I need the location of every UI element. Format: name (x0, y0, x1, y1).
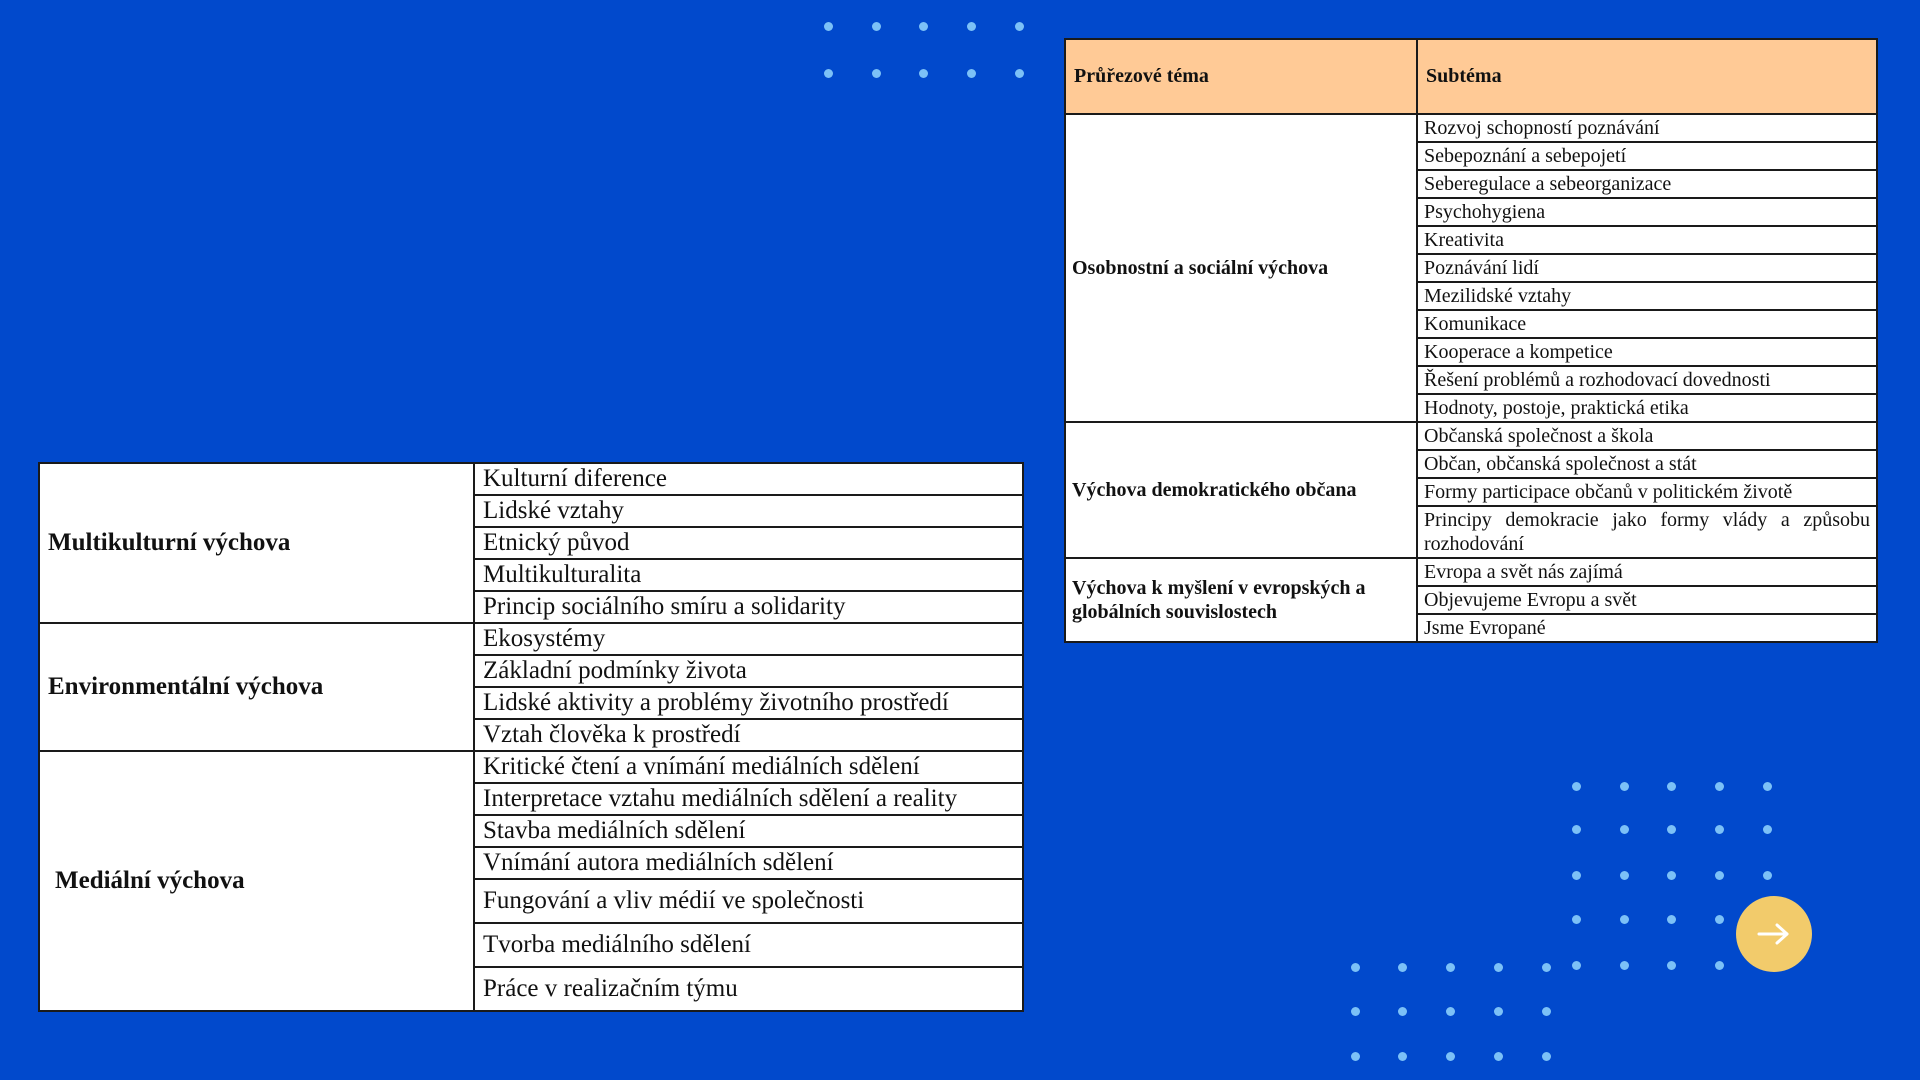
column-header-theme: Průřezové téma (1065, 39, 1417, 114)
subtheme-cell: Evropa a svět nás zajímá (1417, 558, 1877, 586)
decorative-dot (1015, 22, 1024, 31)
column-header-subtheme: Subtéma (1417, 39, 1877, 114)
decorative-dot (1715, 782, 1724, 791)
subtheme-cell: Sebepoznání a sebepojetí (1417, 142, 1877, 170)
decorative-dot (1398, 963, 1407, 972)
subtheme-cell: Interpretace vztahu mediálních sdělení a reality (474, 783, 1023, 815)
decorative-dot (1715, 825, 1724, 834)
decorative-dot (1446, 1007, 1455, 1016)
decorative-dot (1398, 1052, 1407, 1061)
theme-cell: Mediální výchova (39, 751, 474, 1011)
decorative-dot (1446, 963, 1455, 972)
subtheme-cell: Základní podmínky života (474, 655, 1023, 687)
decorative-dot (1398, 1007, 1407, 1016)
theme-cell: Osobnostní a sociální výchova (1065, 114, 1417, 422)
decorative-dot (919, 69, 928, 78)
decorative-dot (1542, 1007, 1551, 1016)
decorative-dot (1620, 961, 1629, 970)
cross-curricular-table-right (1064, 38, 1878, 643)
decorative-dot (1620, 782, 1629, 791)
decorative-dot (1667, 782, 1676, 791)
theme-cell: Výchova k myšlení v evropských a globálních souvislostech (1065, 558, 1417, 642)
decorative-dot (1667, 961, 1676, 970)
decorative-dot (824, 22, 833, 31)
subtheme-cell: Kulturní diference (474, 463, 1023, 495)
decorative-dot (1620, 825, 1629, 834)
decorative-dot (1494, 1007, 1503, 1016)
subtheme-cell: Seberegulace a sebeorganizace (1417, 170, 1877, 198)
decorative-dot (1763, 782, 1772, 791)
decorative-dot (824, 69, 833, 78)
decorative-dot (1620, 871, 1629, 880)
subtheme-cell: Princip sociálního smíru a solidarity (474, 591, 1023, 623)
subtheme-cell: Fungování a vliv médií ve společnosti (474, 879, 1023, 923)
theme-cell: Výchova demokratického občana (1065, 422, 1417, 558)
decorative-dot (1763, 825, 1772, 834)
subtheme-cell: Poznávání lidí (1417, 254, 1877, 282)
subtheme-cell: Lidské aktivity a problémy životního prostředí (474, 687, 1023, 719)
table-row (1065, 422, 1877, 450)
subtheme-cell: Rozvoj schopností poznávání (1417, 114, 1877, 142)
decorative-dot (1351, 963, 1360, 972)
subtheme-cell: Tvorba mediálního sdělení (474, 923, 1023, 967)
table-row (39, 463, 1023, 495)
decorative-dot (1667, 825, 1676, 834)
subtheme-cell: Multikulturalita (474, 559, 1023, 591)
table-row (39, 623, 1023, 655)
decorative-dot (1351, 1052, 1360, 1061)
subtheme-cell: Kreativita (1417, 226, 1877, 254)
decorative-dot (1715, 871, 1724, 880)
decorative-dot (1763, 871, 1772, 880)
decorative-dot (1715, 961, 1724, 970)
subtheme-cell: Kritické čtení a vnímání mediálních sdělení (474, 751, 1023, 783)
decorative-dot (1494, 963, 1503, 972)
theme-cell: Multikulturní výchova (39, 463, 474, 623)
decorative-dot (919, 22, 928, 31)
subtheme-cell: Kooperace a kompetice (1417, 338, 1877, 366)
decorative-dot (1351, 1007, 1360, 1016)
next-slide-button[interactable] (1736, 896, 1812, 972)
table-row (39, 751, 1023, 783)
subtheme-cell: Komunikace (1417, 310, 1877, 338)
subtheme-cell: Řešení problémů a rozhodovací dovednosti (1417, 366, 1877, 394)
table-row (1065, 114, 1877, 142)
subtheme-cell: Objevujeme Evropu a svět (1417, 586, 1877, 614)
cross-curricular-table-left (38, 462, 1024, 1012)
decorative-dot (872, 22, 881, 31)
decorative-dot (1667, 871, 1676, 880)
table-row (1065, 558, 1877, 586)
subtheme-cell: Mezilidské vztahy (1417, 282, 1877, 310)
subtheme-cell: Občanská společnost a škola (1417, 422, 1877, 450)
subtheme-cell: Jsme Evropané (1417, 614, 1877, 642)
subtheme-cell: Vnímání autora mediálních sdělení (474, 847, 1023, 879)
decorative-dot (1620, 915, 1629, 924)
decorative-dot (1494, 1052, 1503, 1061)
decorative-dot (872, 69, 881, 78)
decorative-dot (1446, 1052, 1455, 1061)
decorative-dot (1542, 963, 1551, 972)
subtheme-cell: Ekosystémy (474, 623, 1023, 655)
subtheme-cell: Stavba mediálních sdělení (474, 815, 1023, 847)
decorative-dot (1572, 782, 1581, 791)
subtheme-cell: Hodnoty, postoje, praktická etika (1417, 394, 1877, 422)
subtheme-cell: Lidské vztahy (474, 495, 1023, 527)
arrow-right-icon (1757, 923, 1791, 945)
decorative-dot (1015, 69, 1024, 78)
decorative-dot (1572, 871, 1581, 880)
subtheme-cell: Občan, občanská společnost a stát (1417, 450, 1877, 478)
decorative-dot (967, 69, 976, 78)
subtheme-cell: Psychohygiena (1417, 198, 1877, 226)
decorative-dot (1667, 915, 1676, 924)
subtheme-cell: Principy demokracie jako formy vlády a způsobu rozhodování (1417, 506, 1877, 558)
subtheme-cell: Etnický původ (474, 527, 1023, 559)
subtheme-cell: Vztah člověka k prostředí (474, 719, 1023, 751)
subtheme-cell: Práce v realizačním týmu (474, 967, 1023, 1011)
subtheme-cell: Formy participace občanů v politickém životě (1417, 478, 1877, 506)
decorative-dot (1542, 1052, 1551, 1061)
decorative-dot (1572, 825, 1581, 834)
decorative-dot (1572, 915, 1581, 924)
table-header-row (1065, 39, 1877, 114)
theme-cell: Environmentální výchova (39, 623, 474, 751)
decorative-dot (1572, 961, 1581, 970)
decorative-dot (1715, 915, 1724, 924)
decorative-dot (967, 22, 976, 31)
